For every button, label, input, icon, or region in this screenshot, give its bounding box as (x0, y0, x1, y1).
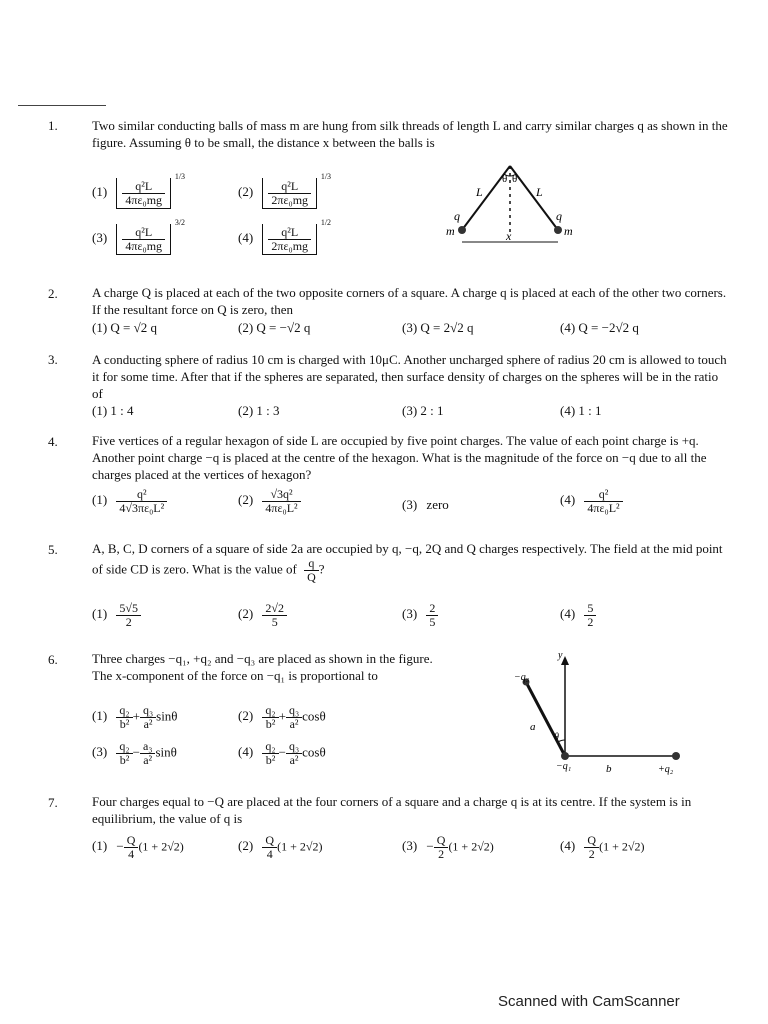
option-4: (4) $\frac{\text{q²L}}{\text{2πε₀mg}}$ 1/2 (238, 218, 332, 253)
mass-label: m (564, 224, 573, 238)
option-2: (2) $\frac{Q}{4}$ (1 + 2√2) (238, 833, 323, 861)
theta-label: θ (554, 732, 559, 743)
question-number: 1. (48, 118, 58, 133)
option-4: (4) $\frac{5}{2}$ (560, 602, 596, 629)
question-text: Four charges equal to −Q are placed at the four corners of a square and a charge q is at its centre. If the system is in equilibrium, the value of q is (92, 794, 692, 826)
option-3: (3) $\frac{\text{q₂}}{\text{b²}}$ − $\frac{\text{a₃}}{\text{a²}}$ sinθ (92, 739, 177, 767)
pendulum-figure (440, 160, 580, 250)
charges-figure (500, 652, 690, 777)
y-axis-label: y (558, 652, 563, 661)
option-4: (4) Q = −2√2 q (560, 320, 639, 335)
a-label: a (530, 721, 536, 733)
question-number: 4. (48, 434, 58, 449)
option-2: (2) $\frac{\text{√3q²}}{\text{4πε₀L²}}$ (238, 488, 301, 515)
option-1: (1) 1 : 4 (92, 403, 134, 418)
option-3: (3) zero (402, 497, 449, 512)
theta-label: θ (502, 173, 508, 185)
question-text: A conducting sphere of radius 10 cm is charged with 10μC. Another uncharged sphere of radius 20 cm is allowed to touch it for some time. After that if the spheres are separated, then surface density of charges on the spheres will be in the ratio of (92, 352, 727, 401)
option-4: (4) 1 : 1 (560, 403, 602, 418)
option-2: (2) Q = −√2 q (238, 320, 311, 335)
option-2: (2) $\frac{2√2}{5}$ (238, 602, 287, 629)
question-text: A charge Q is placed at each of the two opposite corners of a square. A charge q is placed at each of the other two corners. If the resultant force on Q is zero, then (92, 285, 727, 317)
question-text: A, B, C, D corners of a square of side 2a are occupied by q, −q, 2Q and Q charges respectively. The field at the mid point of side CD is zero. What is the value of $\frac{q}{Q}$ ? (92, 541, 723, 584)
option-1: (1) $\frac{5√5}{2}$ (92, 602, 141, 629)
b-label: b (606, 763, 612, 775)
option-1: (1) − $\frac{Q}{4}$ (1 + 2√2) (92, 833, 184, 861)
charge-label: q (454, 209, 460, 223)
charge-label: q (556, 209, 562, 223)
charge-q1-label: −q₁ (556, 761, 572, 772)
length-label: L (536, 185, 543, 199)
charge-q3-label: −q₃ (514, 672, 530, 683)
charge-q2-label: +q₂ (658, 764, 674, 775)
length-label: L (476, 185, 483, 199)
question-number: 5. (48, 542, 58, 557)
option-3: (3) 2 : 1 (402, 403, 444, 418)
mass-label: m (446, 224, 455, 238)
question-text: Three charges −q₁, +q₂ and −q₃ are placed as shown in the figure. The x-component of the force on −q₁ is proportional to (92, 651, 433, 683)
option-2: (2) 1 : 3 (238, 403, 280, 418)
option-1: (1) $\frac{\text{q²}}{\text{4√3πε₀L²}}$ (92, 488, 167, 515)
option-3: (3) − $\frac{Q}{2}$ (1 + 2√2) (402, 833, 494, 861)
option-1: (1) $\frac{\text{q²L}}{\text{4πε₀mg}}$ 1/3 (92, 172, 186, 207)
question-number: 6. (48, 652, 58, 667)
scanner-watermark: Scanned with CamScanner (498, 993, 680, 1010)
option-3: (3) $\frac{2}{5}$ (402, 602, 438, 629)
option-4: (4) $\frac{\text{q₂}}{\text{b²}}$ − $\frac{\text{q₃}}{\text{a²}}$ cosθ (238, 739, 326, 767)
option-2: (2) $\frac{\text{q₂}}{\text{b²}}$ + $\frac{\text{q₃}}{\text{a²}}$ cosθ (238, 703, 326, 731)
option-2: (2) $\frac{\text{q²L}}{\text{2πε₀mg}}$ 1/3 (238, 172, 332, 207)
question-number: 2. (48, 286, 58, 301)
question-text: Five vertices of a regular hexagon of side L are occupied by five point charges. The value of each point charge is +q. Another point charge −q is placed at the centre of the hexagon. What is the magnitude of the force on −q due to all the charges placed at the vertices of hexagon? (92, 433, 707, 482)
question-number: 3. (48, 352, 58, 367)
theta-label: θ (512, 173, 518, 185)
option-3: (3) $\frac{\text{q²L}}{\text{4πε₀mg}}$ 3/2 (92, 218, 186, 253)
option-4: (4) $\frac{Q}{2}$ (1 + 2√2) (560, 833, 645, 861)
question-text: Two similar conducting balls of mass m are hung from silk threads of length L and carry similar charges q as shown in the figure. Assuming θ to be small, the distance x between the balls is (92, 118, 728, 150)
distance-label: x (506, 229, 512, 243)
option-4: (4) $\frac{\text{q²}}{\text{4πε₀L²}}$ (560, 488, 623, 515)
top-rule (18, 105, 106, 106)
option-3: (3) Q = 2√2 q (402, 320, 474, 335)
option-1: (1) $\frac{\text{q₂}}{\text{b²}}$ + $\frac{\text{q₃}}{\text{a²}}$ sinθ (92, 703, 178, 731)
question-number: 7. (48, 795, 58, 810)
option-1: (1) Q = √2 q (92, 320, 158, 335)
